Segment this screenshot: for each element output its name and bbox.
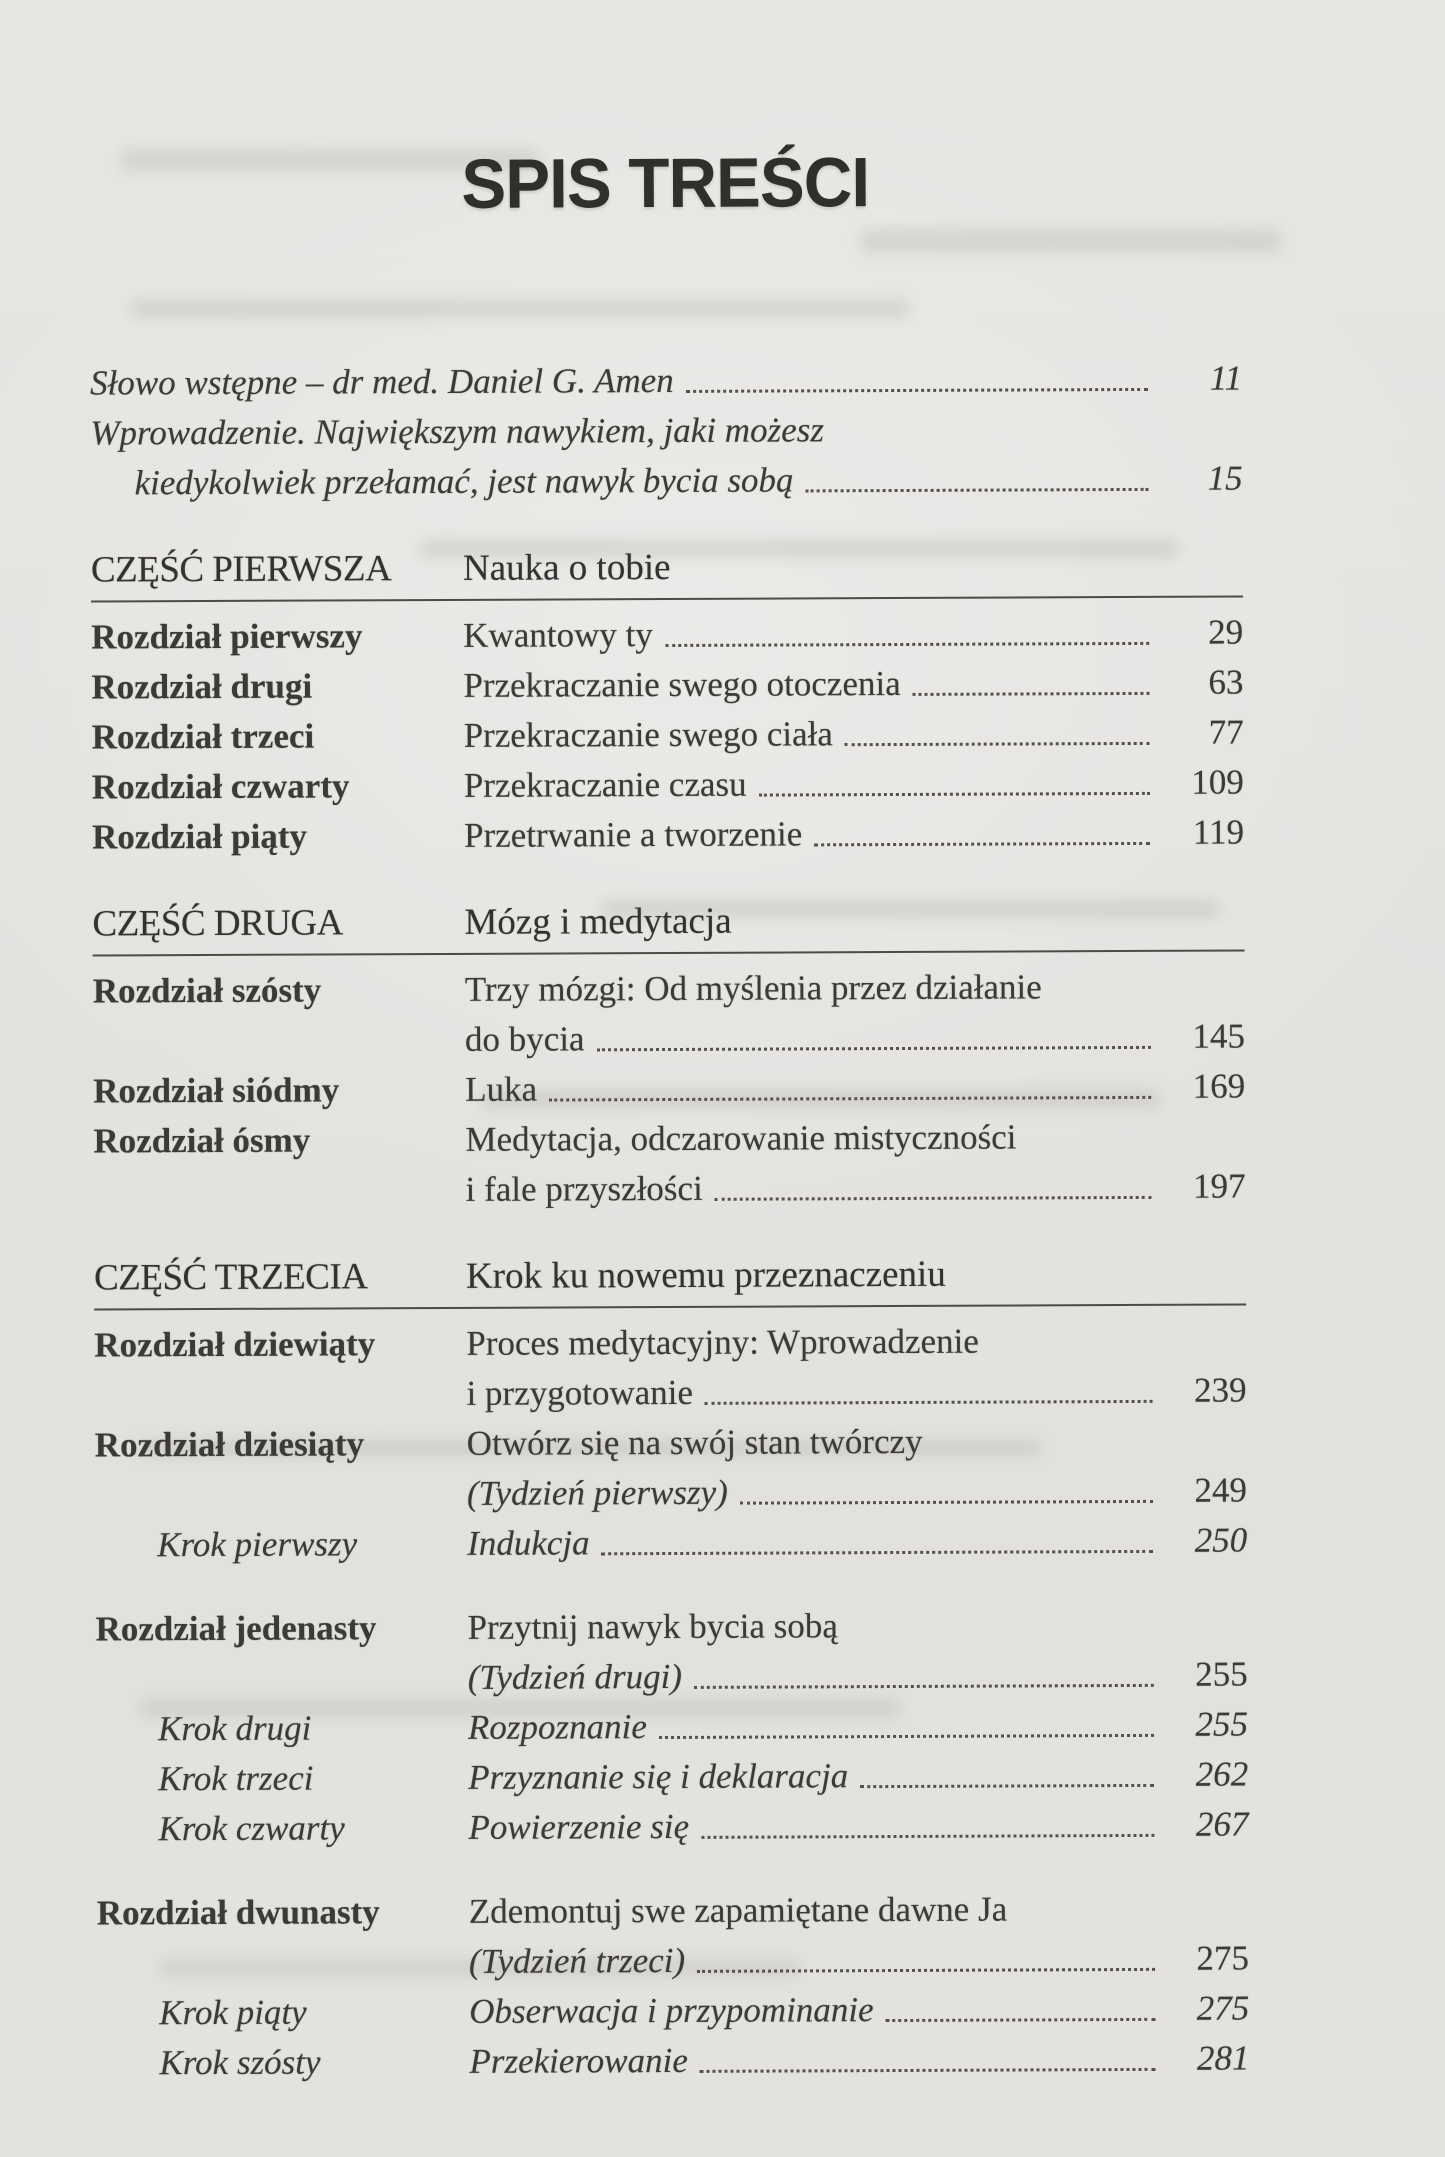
front-matter [90, 353, 1243, 508]
entry-lines [467, 1415, 1247, 1518]
toc-line-text: Przyznanie się i deklaracja [468, 1756, 849, 1797]
toc-line [464, 707, 1244, 760]
part-label: CZĘŚĆ TRZECIA [93, 1256, 368, 1299]
toc-line-text: Przytnij nawyk bycia sobą [467, 1606, 838, 1647]
toc-content [88, 0, 1249, 2089]
entry-label: Rozdział dwunasty [96, 1892, 380, 1933]
toc-line-text: Obserwacja i przypominanie [469, 1990, 874, 2031]
toc-line [464, 807, 1244, 860]
page-number: 145 [1192, 1016, 1246, 1056]
toc-entry [94, 1315, 1246, 1420]
dot-leader [665, 642, 1149, 647]
toc-entry [95, 1515, 1247, 1570]
part-title: Krok ku nowemu przeznaczeniu [465, 1253, 946, 1297]
entry-label: Rozdział siódmy [93, 1070, 340, 1111]
toc-line [465, 1111, 1245, 1164]
dot-leader [549, 1096, 1151, 1102]
part-title: Mózg i medytacja [464, 900, 732, 943]
page-number: 63 [1208, 662, 1244, 702]
entry-label: Rozdział drugi [91, 666, 313, 707]
page-number: 267 [1195, 1804, 1249, 1844]
dot-leader [759, 792, 1150, 797]
toc-entry [95, 1415, 1247, 1520]
entry-lines [465, 1061, 1245, 1114]
entry-lines [465, 961, 1245, 1064]
toc-entry [92, 757, 1244, 812]
entry-label: Rozdział trzeci [91, 716, 315, 757]
entry-label: Rozdział piąty [92, 816, 308, 857]
toc-entry [97, 1883, 1249, 1988]
toc-line [466, 1365, 1246, 1418]
entry-label: Rozdział jedenasty [95, 1608, 377, 1649]
toc-line-text: Przekraczanie swego ciała [463, 714, 833, 755]
entry-label: Krok piąty [159, 1992, 307, 2033]
toc-line-text: Przekraczanie swego otoczenia [463, 663, 901, 705]
toc-line-text: Indukcja [467, 1523, 590, 1563]
toc-line-text: i fale przyszłości [465, 1168, 703, 1209]
toc-line-text: Przekierowanie [469, 2040, 688, 2081]
toc-entry [93, 1111, 1245, 1216]
toc-line [466, 1161, 1246, 1214]
toc-line-text: Zdemontuj swe zapamiętane dawne Ja [468, 1889, 1008, 1931]
toc-line [90, 403, 1242, 458]
page-number: 255 [1195, 1704, 1249, 1744]
page-number: 250 [1194, 1520, 1248, 1560]
part-title: Nauka o tobie [462, 546, 671, 589]
toc-line-text: (Tydzień drugi) [467, 1656, 683, 1697]
toc-line-text: Medytacja, odczarowanie mistyczności [465, 1117, 1017, 1159]
page-number: 275 [1196, 1988, 1250, 2028]
toc-entry [93, 1061, 1245, 1116]
dot-leader [886, 2018, 1156, 2022]
dot-leader [705, 1400, 1153, 1405]
dot-leader [686, 388, 1148, 393]
dot-leader [913, 692, 1150, 696]
toc-entry [93, 961, 1245, 1066]
entry-label: Krok pierwszy [157, 1524, 358, 1565]
part-entries [91, 607, 1244, 862]
entry-lines [464, 707, 1244, 760]
part-header [91, 543, 1243, 602]
toc-entry [92, 807, 1244, 862]
front-matter-entry [90, 403, 1242, 508]
toc-parts [91, 543, 1250, 2088]
toc-line-text: Przekraczanie czasu [463, 764, 747, 805]
entry-label: Krok trzeci [158, 1758, 314, 1799]
part-label: CZĘŚĆ PIERWSZA [90, 548, 392, 591]
entry-lines [464, 807, 1244, 860]
entry-lines [467, 1599, 1247, 1702]
dot-leader [740, 1500, 1153, 1505]
page-number: 197 [1193, 1166, 1246, 1206]
page-number: 281 [1196, 2038, 1250, 2078]
page-number: 11 [1209, 358, 1243, 398]
toc-line-text: Przetrwanie a tworzenie [464, 814, 803, 855]
entry-lines [468, 1799, 1248, 1852]
toc-entry [96, 1699, 1248, 1754]
front-matter-entry [90, 353, 1242, 408]
page-number: 262 [1195, 1754, 1249, 1794]
dot-leader [697, 1968, 1155, 1973]
page-number: 77 [1208, 712, 1244, 752]
part-header [92, 897, 1244, 956]
toc-line [469, 2033, 1249, 2086]
toc-entry [97, 1983, 1249, 2038]
entry-lines [469, 1983, 1249, 2036]
toc-line-text: Trzy mózgi: Od myślenia przez działanie [464, 967, 1042, 1009]
toc-line [463, 657, 1243, 710]
dot-leader [715, 1196, 1152, 1201]
toc-line [467, 1465, 1247, 1518]
entry-label: Rozdział dziesiąty [94, 1424, 365, 1465]
page-title: SPIS TREŚCI [461, 143, 870, 223]
toc-line-text: Luka [465, 1069, 538, 1109]
dot-leader [659, 1734, 1154, 1739]
toc-line-text: kiedykolwiek przełamać, jest nawyk bycia sobą [134, 460, 794, 503]
toc-line [468, 1799, 1248, 1852]
entry-lines [464, 757, 1244, 810]
toc-line [465, 961, 1245, 1014]
toc-line-text: Otwórz się na swój stan twórczy [466, 1421, 923, 1463]
toc-line-text: (Tydzień pierwszy) [466, 1472, 728, 1513]
entry-label: Rozdział szósty [92, 970, 322, 1011]
toc-line-text: Rozpoznanie [467, 1707, 647, 1747]
toc-line [469, 1933, 1249, 1986]
toc-line-text: Wprowadzenie. Największym nawykiem, jaki możesz [90, 410, 825, 453]
toc-entry [91, 607, 1243, 662]
entry-label: Rozdział czwarty [91, 766, 350, 807]
entry-lines [467, 1515, 1247, 1568]
toc-line [468, 1649, 1248, 1702]
entry-lines [463, 657, 1243, 710]
toc-line-text: do bycia [464, 1019, 585, 1059]
toc-entry [95, 1599, 1247, 1704]
dot-leader [845, 742, 1150, 746]
dot-leader [597, 1046, 1151, 1051]
toc-line [469, 1983, 1249, 2036]
entry-lines [465, 1111, 1245, 1214]
page-number: 169 [1192, 1066, 1246, 1106]
toc-line [467, 1515, 1247, 1568]
entry-lines [463, 607, 1243, 660]
entry-label: Krok drugi [157, 1708, 312, 1749]
entry-lines [469, 2033, 1249, 2086]
toc-line-text: Proces medytacyjny: Wprowadzenie [466, 1321, 979, 1363]
toc-line [468, 1749, 1248, 1802]
toc-line [463, 607, 1243, 660]
entry-lines [468, 1699, 1248, 1752]
part-entries [93, 961, 1246, 1216]
toc-line [465, 1061, 1245, 1114]
page-number: 29 [1208, 612, 1244, 652]
toc-line [466, 1315, 1246, 1368]
entry-label: Rozdział ósmy [93, 1120, 311, 1161]
part-label: CZĘŚĆ DRUGA [92, 902, 344, 945]
page-number: 15 [1207, 458, 1243, 498]
toc-line-text: i przygotowanie [466, 1372, 694, 1413]
entry-lines [469, 1883, 1249, 1986]
toc-entry [96, 1749, 1248, 1804]
toc-line-text: Słowo wstępne – dr med. Daniel G. Amen [90, 360, 674, 403]
entry-label: Rozdział dziewiąty [94, 1324, 376, 1365]
entry-lines [466, 1315, 1246, 1418]
toc-line [468, 1699, 1248, 1752]
page-number: 255 [1195, 1654, 1248, 1694]
toc-line [90, 453, 1242, 508]
toc-line-text: Kwantowy ty [463, 615, 653, 655]
entry-label: Rozdział pierwszy [91, 616, 363, 657]
entry-label: Krok czwarty [158, 1808, 345, 1849]
toc-entry [96, 1799, 1248, 1854]
toc-line-text: Powierzenie się [468, 1806, 690, 1847]
dot-leader [694, 1684, 1154, 1689]
toc-line [467, 1599, 1247, 1652]
dot-leader [700, 2068, 1156, 2073]
toc-line [469, 1883, 1249, 1936]
entry-lines [468, 1749, 1248, 1802]
toc-entry [92, 707, 1244, 762]
part-header [94, 1251, 1246, 1310]
page-number: 239 [1193, 1370, 1247, 1410]
dot-leader [602, 1550, 1154, 1555]
page-number: 249 [1194, 1470, 1248, 1510]
page-number: 275 [1196, 1938, 1250, 1978]
toc-line [90, 353, 1242, 408]
toc-entry [91, 657, 1243, 712]
part-entries [94, 1315, 1249, 2088]
toc-entry [97, 2033, 1249, 2088]
entry-label: Krok szósty [159, 2042, 321, 2083]
toc-line-text: (Tydzień trzeci) [468, 1940, 686, 1981]
dot-leader [806, 488, 1149, 492]
dot-leader [860, 1784, 1154, 1788]
page-number: 109 [1191, 762, 1244, 802]
toc-line [467, 1415, 1247, 1468]
page-number: 119 [1192, 812, 1245, 852]
dot-leader [701, 1834, 1154, 1839]
toc-line [465, 1011, 1245, 1064]
dot-leader [814, 842, 1150, 846]
toc-line [464, 757, 1244, 810]
